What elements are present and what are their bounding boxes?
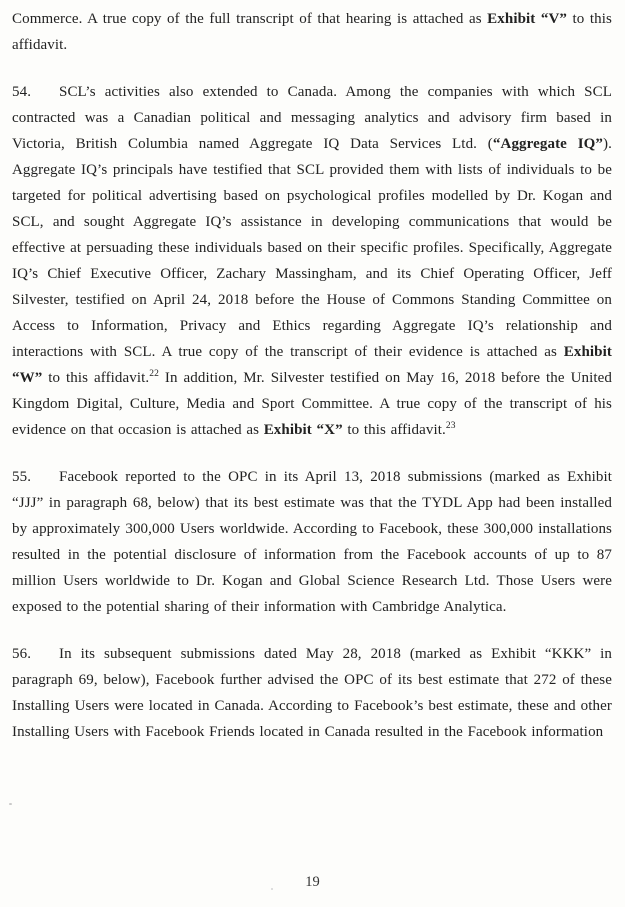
paragraph-55-number: 55. — [12, 469, 32, 485]
paragraph-54-text: SCL’s activities also extended to Canada. Among the companies with which SCL contracted was a Canadian political and messaging analytics and advisory firm based in Victoria, British Columbia named Aggregate IQ Data Services Ltd. (“Aggregate IQ”). Aggregate IQ’s principals have testified that SCL provided them with lists of individuals to be targeted for political advertising based on psychological profiles modelled by Dr. Kogan and SCL, and sought Aggregate IQ’s assistance in developing communications that would be effective at persuading these individuals based on their specific profiles. Specifically, Aggregate IQ’s Chief Executive Officer, Zachary Massingham, and its Chief Operating Officer, Jeff Silvester, testified on April 24, 2018 before the House of Commons Standing Committee on Access to Information, Privacy and Ethics regarding Aggregate IQ’s relationship and interactions with SCL. A true copy of the transcript of their evidence is attached as Exhibit “W” to this affidavit.$^{22}$ In addition, Mr. Silvester testified on May 16, 2018 before the United Kingdom Digital, Culture, Media and Sport Committee. A true copy of the transcript of his evidence on that occasion is attached as Exhibit “X” to this affidavit.$^{23}$ — [12, 84, 612, 438]
paragraph-56 — [12, 641, 612, 745]
page-number: 19 — [305, 874, 320, 890]
scan-speck — [9, 803, 12, 805]
paragraph-56-number: 56. — [12, 646, 32, 662]
paragraph-54 — [12, 79, 612, 443]
paragraph-55-text: Facebook reported to the OPC in its April 13, 2018 submissions (marked as Exhibit “JJJ” in paragraph 68, below) that its best estimate was that the TYDL App had been installed by approximately 300,000 Users worldwide. According to Facebook, these 300,000 installations resulted in the potential disclosure of information from the Facebook accounts of up to 87 million Users worldwide to Dr. Kogan and Global Science Research Ltd. Those Users were exposed to the potential sharing of their information with Cambridge Analytica. — [12, 469, 612, 615]
paragraph-55 — [12, 464, 612, 620]
page-body-text — [12, 6, 612, 766]
paragraph-continuation — [12, 6, 612, 58]
paragraph-56-text: In its subsequent submissions dated May 28, 2018 (marked as Exhibit “KKK” in paragraph 69, below), Facebook further advised the OPC of its best estimate that 272 of these Installing Users were located in Canada. According to Facebook’s best estimate, these and other Installing Users with Facebook Friends located in Canada resulted in the Facebook information — [12, 646, 612, 740]
paragraph-54-number: 54. — [12, 84, 32, 100]
paragraph-continuation-text: Commerce. A true copy of the full transcript of that hearing is attached as Exhibit “V” to this affidavit. — [12, 11, 612, 53]
